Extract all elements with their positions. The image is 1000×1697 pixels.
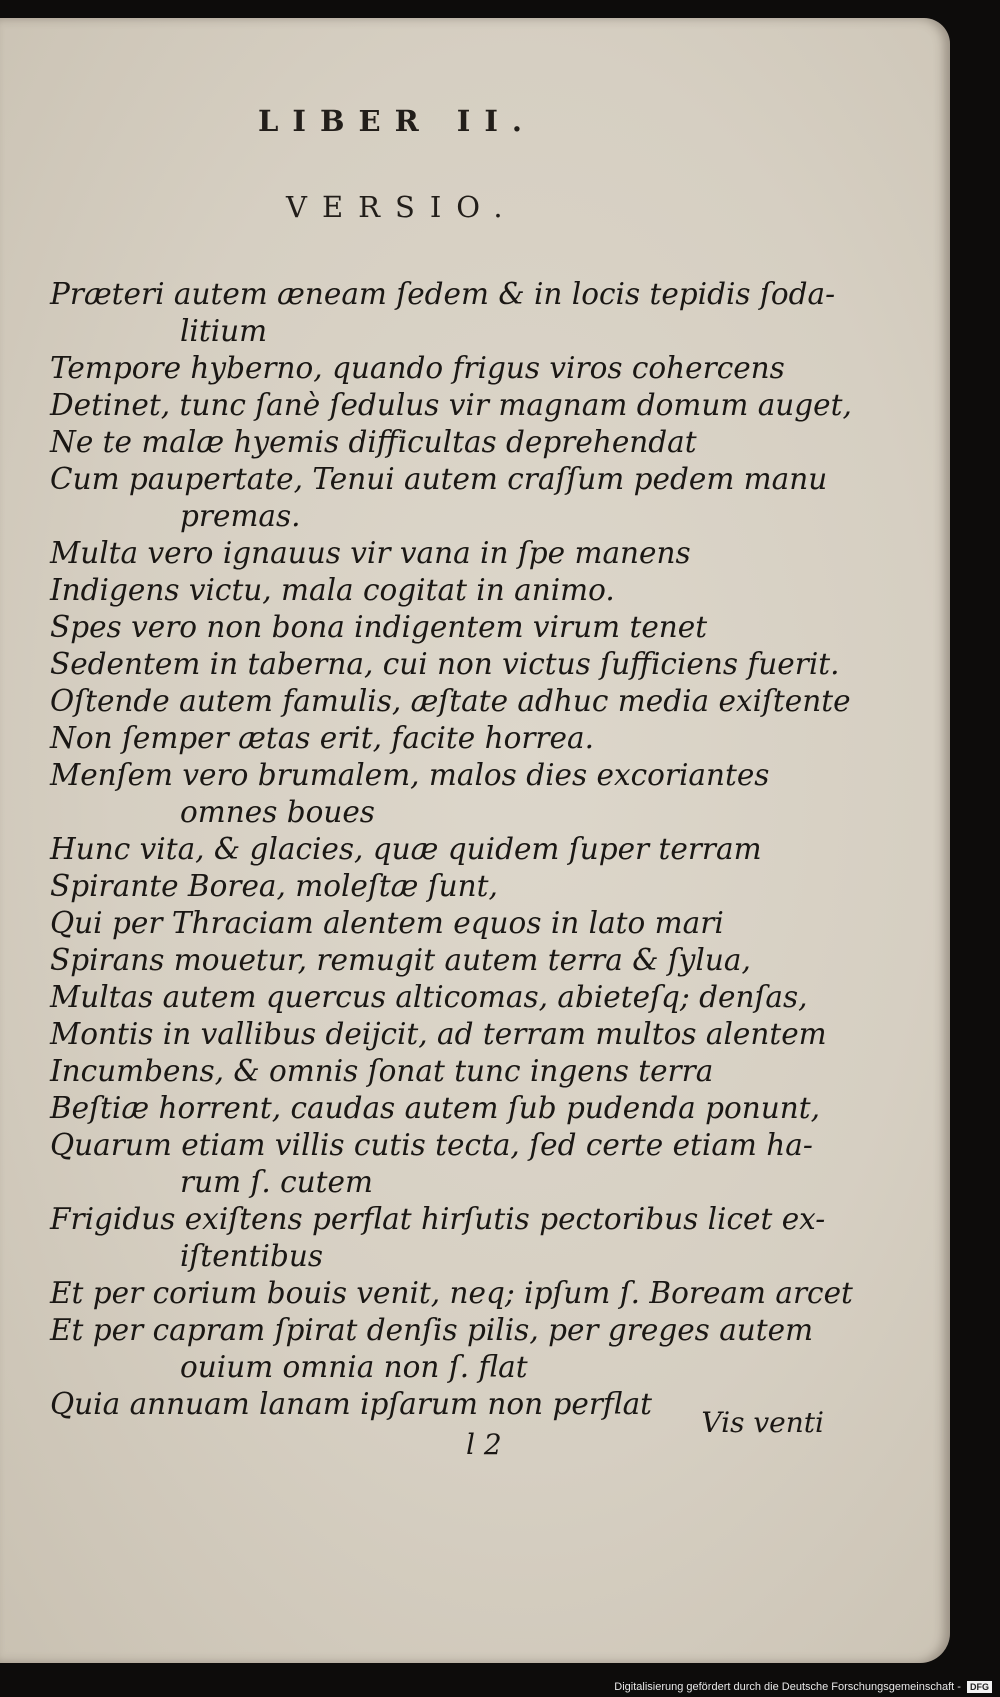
verse-line: Spirante Borea, moleſtæ ſunt, [50, 869, 498, 903]
catchword: Vis venti [701, 1406, 824, 1439]
verse-line: Et per corium bouis venit, neq; ipſum ſ. Boream arcet [50, 1276, 853, 1310]
verse-line: Qui per Thraciam alentem equos in lato mari [50, 906, 724, 940]
verse-line: iſtentibus [180, 1239, 323, 1273]
page-foot [84, 1406, 824, 1472]
verse-line: Hunc vita, & glacies, quæ quidem ſuper terram [50, 832, 762, 866]
verse-line: Beſtiæ horrent, caudas autem ſub pudenda ponunt, [50, 1091, 820, 1125]
verse-line: Non ſemper ætas erit, facite horrea. [50, 721, 594, 755]
verse-line: Indigens victu, mala cogitat in animo. [50, 573, 615, 607]
verse-line: Quia annuam lanam ipſarum non perflat [50, 1387, 653, 1421]
section-title: VERSIO. [286, 190, 518, 224]
verse-line: Montis in vallibus deijcit, ad terram multos alentem [50, 1017, 827, 1051]
verse-line: Et per capram ſpirat denſis pilis, per greges autem [50, 1313, 814, 1347]
verse-line: premas. [180, 499, 301, 533]
verse-line: Præteri autem æneam ſedem & in locis tepidis ſoda- [50, 277, 836, 311]
verse-line: Incumbens, & omnis ſonat tunc ingens terra [50, 1054, 714, 1088]
verse-line: Ne te malæ hyemis difficultas deprehendat [50, 425, 697, 459]
verse-line: litium [180, 314, 268, 348]
verse-line: omnes boues [180, 795, 375, 829]
verse-line: Tempore hyberno, quando frigus viros cohercens [50, 351, 785, 385]
verse-line: Spes vero non bona indigentem virum tenet [50, 610, 708, 644]
verse-line: Quarum etiam villis cutis tecta, ſed certe etiam ha- [50, 1128, 813, 1162]
book-page [0, 18, 950, 1663]
signature-mark: l 2 [466, 1428, 502, 1461]
verse-line: rum ſ. cutem [180, 1165, 373, 1199]
verse-line: ouium omnia non ſ. flat [180, 1350, 528, 1384]
verse-line: Detinet, tunc ſanè ſedulus vir magnam domum auget, [50, 388, 852, 422]
verse-line: Multas autem quercus alticomas, abieteſq; denſas, [50, 980, 808, 1014]
verse-line: Menſem vero brumalem, malos dies excoriantes [50, 758, 770, 792]
verse-line: Spirans mouetur, remugit autem terra & ſylua, [50, 943, 751, 977]
verse-line: Oſtende autem famulis, æſtate adhuc media exiſtente [50, 684, 851, 718]
verse-line: Cum paupertate, Tenui autem craſſum pedem manu [50, 462, 828, 496]
digitization-credit [614, 1681, 992, 1693]
running-head: LIBER II. [258, 104, 536, 138]
verse-line: Sedentem in taberna, cui non victus ſufficiens fuerit. [50, 647, 840, 681]
verse-line: Multa vero ignauus vir vana in ſpe manens [50, 536, 691, 570]
credit-text: Digitalisierung gefördert durch die Deutsche Forschungsgemeinschaft - [614, 1680, 961, 1693]
dfg-logo: DFG [967, 1681, 992, 1693]
verse-line: Frigidus exiſtens perflat hirſutis pectoribus licet ex- [50, 1202, 826, 1236]
verse-text [50, 276, 853, 1423]
